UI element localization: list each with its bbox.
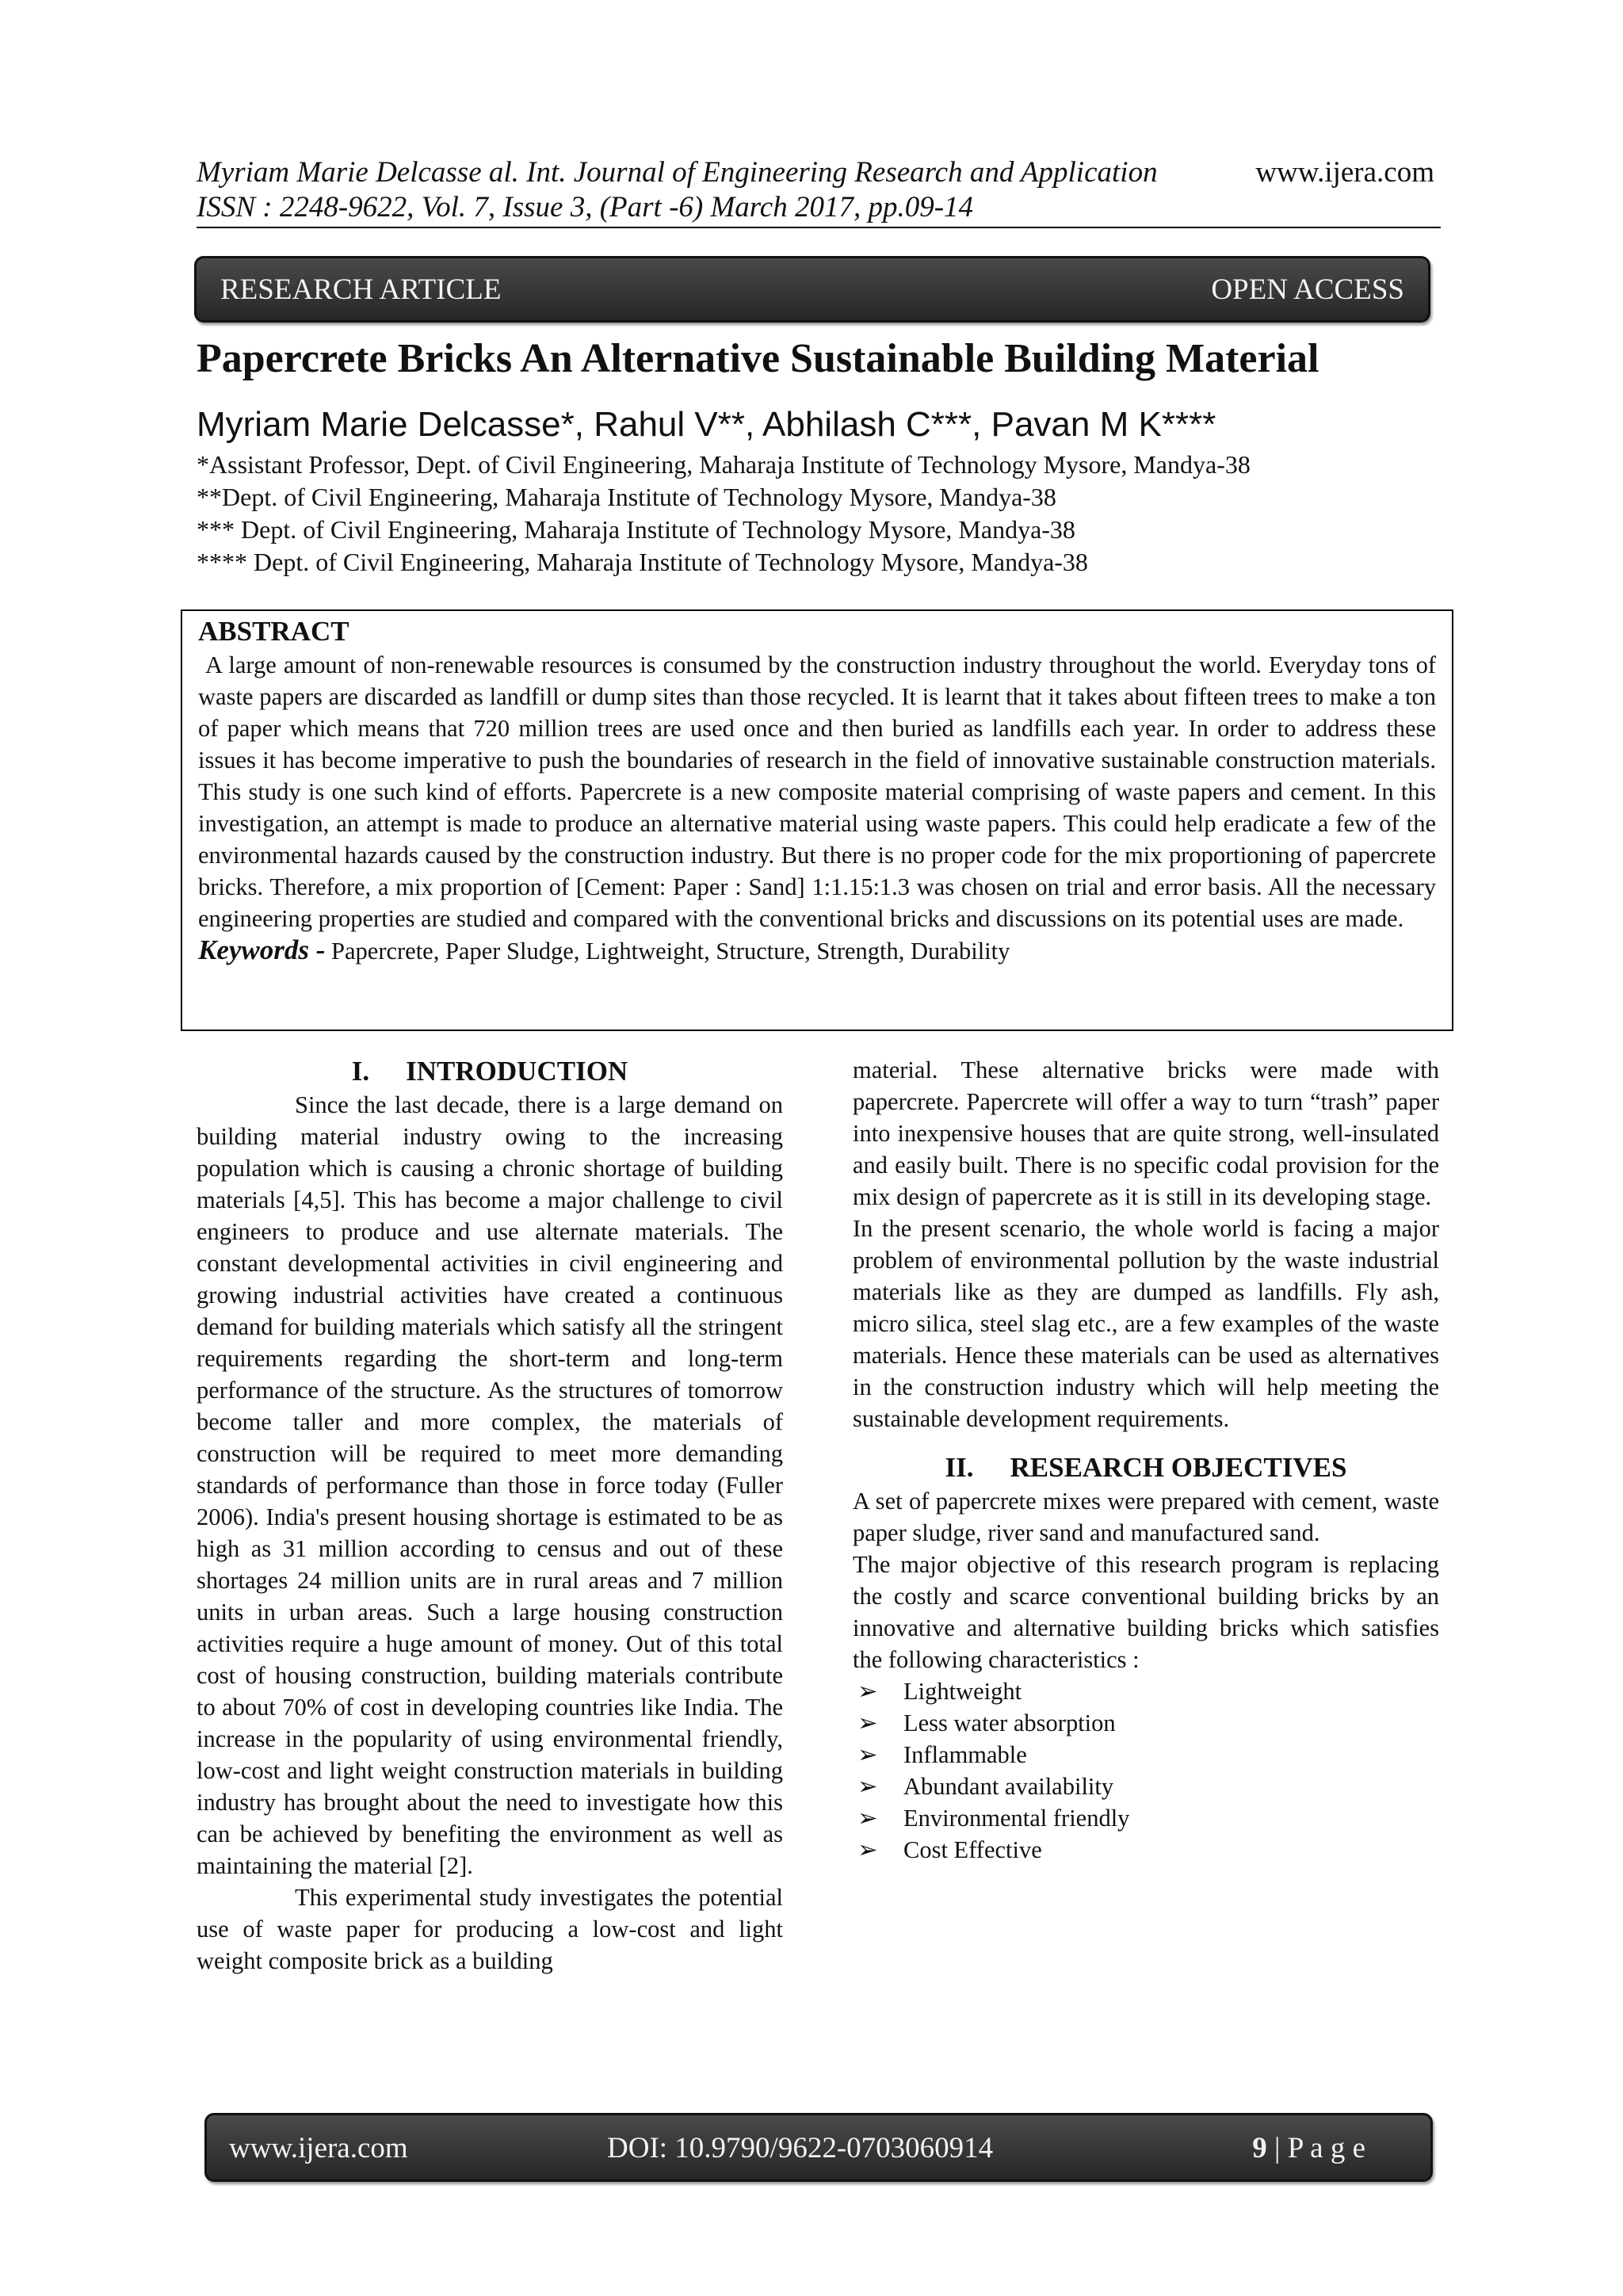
abstract-heading: ABSTRACT [198, 616, 349, 647]
section-heading-introduction: I. INTRODUCTION [351, 1056, 628, 1087]
arrow-bullet-icon: ➢ [857, 1678, 878, 1705]
footer-doi[interactable]: DOI: 10.9790/9622-0703060914 [607, 2132, 994, 2164]
right-column [853, 1054, 1439, 1866]
author-list: Myriam Marie Delcasse*, Rahul V**, Abhilash C***, Pavan M K**** [197, 405, 1216, 444]
article-type-label: RESEARCH ARTICLE [220, 273, 502, 306]
list-item: ➢ Cost Effective [853, 1834, 1439, 1866]
affiliation: *** Dept. of Civil Engineering, Maharaja Institute of Technology Mysore, Mandya-38 [197, 515, 1075, 544]
keywords [198, 934, 1436, 967]
list-item: ➢ Less water absorption [853, 1707, 1439, 1739]
access-type-label: OPEN ACCESS [1211, 273, 1404, 306]
list-item: ➢ Abundant availability [853, 1771, 1439, 1802]
intro-paragraph: This experimental study investigates the potential use of waste paper for producing a low-cost and light weight composite brick as a building [197, 1884, 783, 1974]
intro-paragraph: material. These alternative bricks were made with papercrete. Papercrete will offer a way to turn “trash” paper into inexpensive houses that are quite strong, well-insulated and easily built. There is no specific codal provision for the mix design of papercrete as it is still in its developing stage. [853, 1056, 1439, 1210]
paper-title: Papercrete Bricks An Alternative Sustainable Building Material [197, 336, 1319, 381]
keywords-list: Papercrete, Paper Sludge, Lightweight, Structure, Strength, Durability [331, 938, 1010, 965]
arrow-bullet-icon: ➢ [857, 1773, 878, 1800]
section-heading-objectives: II. RESEARCH OBJECTIVES [945, 1452, 1347, 1483]
affiliations [197, 449, 1251, 579]
journal-header [197, 155, 1158, 225]
arrow-bullet-icon: ➢ [857, 1741, 878, 1768]
intro-paragraph: Since the last decade, there is a large demand on building material industry owing to the increasing population which is causing a chronic shortage of building materials [4,5]. This has become a major challenge to civil engineers to produce and use alternate materials. The constant developmental activities in civil engineering and growing industrial activities have created a continuous demand for building materials which satisfy all the stringent requirements regarding the short-term and long-term performance of the structure. As the structures of tomorrow become taller and more complex, the materials of construction will be required to meet more demanding standards of performance than those in force today (Fuller 2006). India's present housing shortage is estimated to be as high as 31 million according to census and out of these shortages 24 million units are in rural areas and 7 million units in urban areas. Such a large housing construction activities require a huge amount of money. Out of this total cost of housing construction, building materials contribute to about 70% of cost in developing countries like India. The increase in the popularity of using environmental friendly, low-cost and light weight construction materials in building industry has brought about the need to investigate how this can be achieved by benefiting the environment as well as maintaining the material [2]. [197, 1091, 783, 1879]
arrow-bullet-icon: ➢ [857, 1805, 878, 1832]
header-divider [197, 227, 1441, 228]
objectives-paragraph: A set of papercrete mixes were prepared with cement, waste paper sludge, river sand and manufactured sand. [853, 1488, 1439, 1546]
left-column [197, 1054, 783, 1977]
footer-page-number: 9 | P a g e [1252, 2132, 1365, 2164]
keywords-label: Keywords - [198, 934, 326, 965]
abstract-box [181, 609, 1453, 1031]
intro-paragraph: In the present scenario, the whole world is facing a major problem of environmental pollution by the waste industrial materials like as they are dumped as landfills. Fly ash, micro silica, steel slag etc., are a few examples of the waste materials. Hence these materials can be used as alternatives in the construction industry which will help meeting the sustainable development requirements. [853, 1215, 1439, 1432]
journal-citation: Myriam Marie Delcasse al. Int. Journal of Engineering Research and Application [197, 156, 1158, 189]
article-type-banner [194, 256, 1430, 323]
abstract-text: A large amount of non-renewable resources is consumed by the construction industry throughout the world. Everyday tons of waste papers are discarded as landfill or dump sites than those recycled. It is learnt that it takes about fifteen trees to make a ton of paper which means that 720 million trees are used once and then buried as landfills each year. In order to address these issues it has become imperative to push the boundaries of research in the field of innovative sustainable construction materials. This study is one such kind of efforts. Papercrete is a new composite material comprising of waste papers and cement. In this investigation, an attempt is made to produce an alternative material using waste papers. This could help eradicate a few of the environmental hazards caused by the construction industry. But there is no proper code for the mix proportioning of papercrete bricks. Therefore, a mix proportion of [Cement: Paper : Sand] 1:1.15:1.3 was chosen on trial and error basis. All the necessary engineering properties are studied and compared with the conventional bricks and discussions on its potential uses are made. [198, 651, 1437, 932]
list-item: ➢ Lightweight [853, 1675, 1439, 1707]
list-item: ➢ Environmental friendly [853, 1802, 1439, 1834]
objectives-list [853, 1675, 1439, 1866]
list-item: ➢ Inflammable [853, 1739, 1439, 1771]
objectives-paragraph: The major objective of this research program is replacing the costly and scarce conventional building bricks by an innovative and alternative building bricks which satisfies the following characteristics : [853, 1551, 1439, 1673]
arrow-bullet-icon: ➢ [857, 1710, 878, 1736]
affiliation: *Assistant Professor, Dept. of Civil Engineering, Maharaja Institute of Technology Mysore, Mandya-38 [197, 450, 1251, 479]
affiliation: **Dept. of Civil Engineering, Maharaja Institute of Technology Mysore, Mandya-38 [197, 483, 1056, 511]
journal-website[interactable]: www.ijera.com [1255, 156, 1434, 189]
footer-website[interactable]: www.ijera.com [229, 2132, 408, 2164]
arrow-bullet-icon: ➢ [857, 1836, 878, 1863]
page-footer [204, 2113, 1433, 2182]
affiliation: **** Dept. of Civil Engineering, Maharaja Institute of Technology Mysore, Mandya-38 [197, 548, 1088, 576]
journal-issn: ISSN : 2248-9622, Vol. 7, Issue 3, (Part -6) March 2017, pp.09-14 [197, 191, 974, 223]
